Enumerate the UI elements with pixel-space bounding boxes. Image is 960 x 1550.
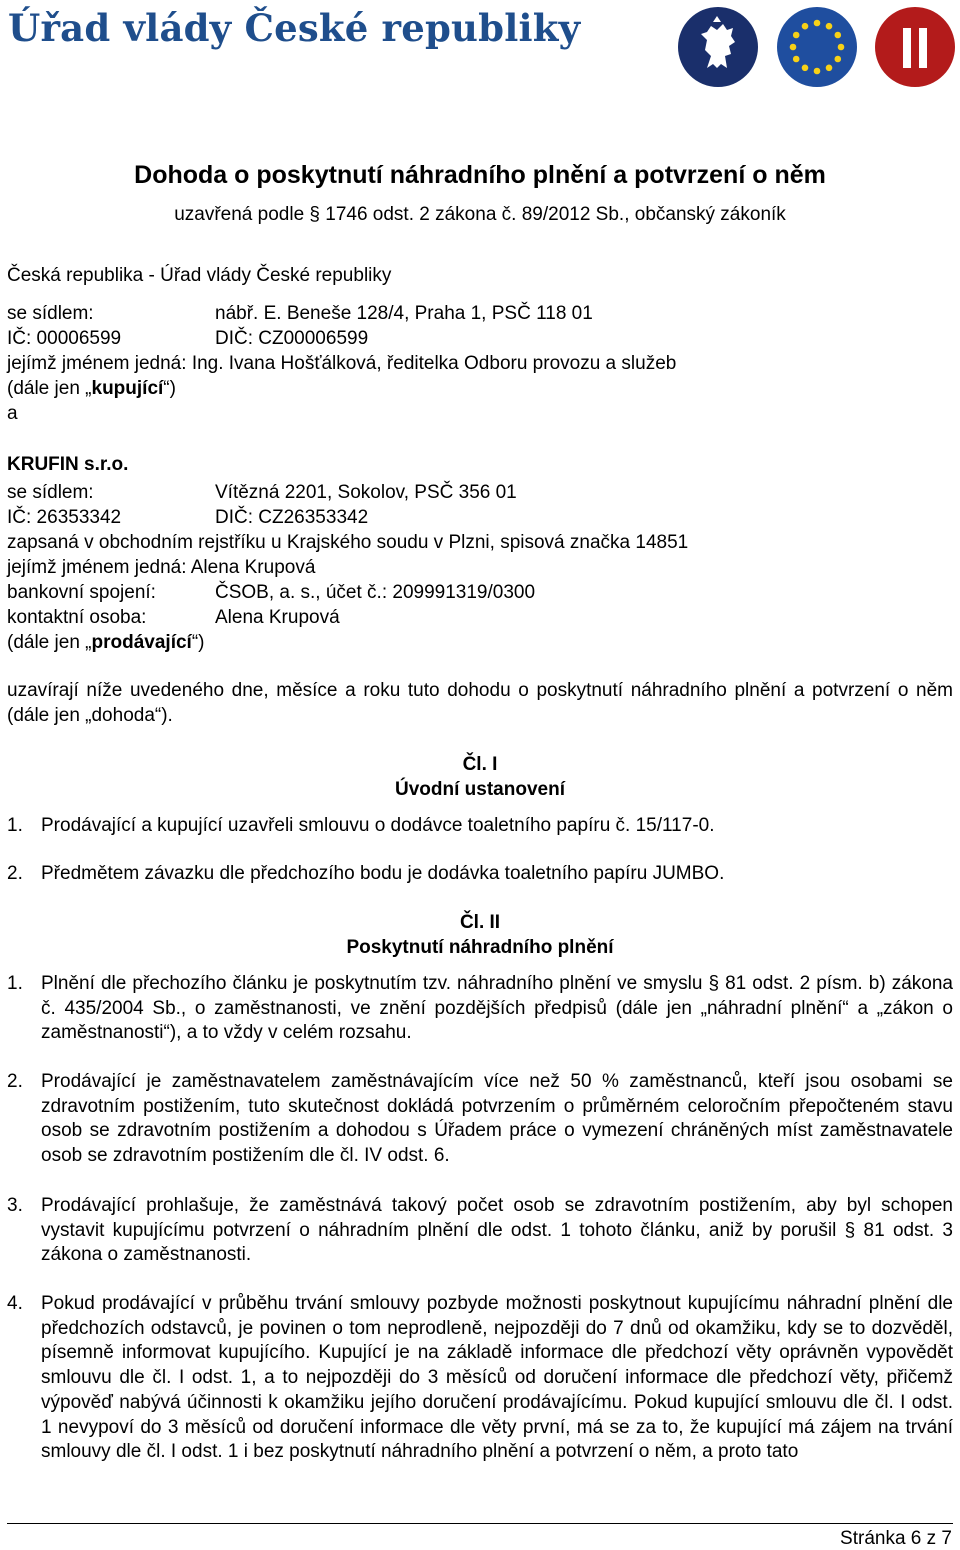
document-title: Dohoda o poskytnutí náhradního plnění a potvrzení o něm — [134, 161, 826, 189]
party2-rep: jejímž jménem jedná: Alena Krupová — [7, 557, 316, 578]
party2-contact-label: kontaktní osoba: — [7, 607, 147, 628]
article1-item — [7, 814, 953, 839]
article1-number: Čl. I — [462, 754, 498, 775]
party2-ids — [7, 506, 368, 530]
item-text: Pokud prodávající v průběhu trvání smlouvy pozbyde možnosti poskytnout kupujícímu náhradní plnění dle předchozích odstavců, je povinen o tom neprodleně, nejpozději do 7 dnů od okamžiku, kdy se to dozvěděl, písemně informovat kupujícího. Kupující je na základě informace dle předchozí věty oprávněn vypovědět smlouvu dle čl. I odst. 1, a to nejpozději do 3 měsíců od doručení informace dle předchozí věty, přičemž výpověď nabývá účinnosti k okamžiku jejího doručení prodávajícímu. Pokud kupující smlouvu dle čl. I odst. 1 nevypoví do 3 měsíců od doručení informace dle věty první, má se za to, že kupující má zájem na trvání smlouvy dle čl. I odst. 1 i bez poskytnutí náhradního plnění a potvrzení o něm, a proto tato — [41, 1293, 953, 1463]
document-subtitle: uzavřená podle § 1746 odst. 2 zákona č. 89/2012 Sb., občanský zákoník — [174, 204, 786, 225]
czech-lion-emblem-icon — [677, 6, 759, 88]
party1-rep — [7, 352, 676, 376]
alias-prefix: (dále jen „ — [7, 378, 92, 399]
intro-text: uzavírají níže uvedeného dne, měsíce a roku tuto dohodu o poskytnutí náhradního plnění a potvrzení o něm (dále jen „dohoda“). — [7, 680, 953, 726]
article2-item — [7, 1070, 953, 1169]
party1-ic: IČ: 00006599 — [7, 328, 122, 349]
item-text: Prodávající je zaměstnavatelem zaměstnávajícím více než 50 % zaměstnanců, kteří jsou osobami se zdravotním postižením, tuto skutečnost dokládá potvrzením o průměrném celoročním přepočteném stavu osob se zdravotním postižením a dohodou s Úřadem práce o vymezení chráněných míst zaměstnavatele osob se zdravotním postižením dle čl. IV odst. 6. — [41, 1071, 953, 1167]
page-number: Stránka 6 z 7 — [840, 1528, 952, 1549]
party2-contact — [7, 606, 340, 630]
party1-rep-label: jejímž jménem jedná: — [7, 353, 187, 374]
article1-heading: Úvodní ustanovení — [395, 779, 565, 800]
article2-item — [7, 1194, 953, 1268]
party1-name: Česká republika - Úřad vlády České republiky — [7, 265, 392, 286]
footer-rule — [7, 1523, 953, 1524]
item-number: 2. — [7, 863, 23, 884]
party2-seat-value: Vítězná 2201, Sokolov, PSČ 356 01 — [215, 482, 517, 503]
party1-seat-value: nábř. E. Beneše 128/4, Praha 1, PSČ 118 01 — [215, 303, 593, 324]
article2-item — [7, 1292, 953, 1492]
party2-contact-value: Alena Krupová — [215, 607, 340, 628]
item-number: 4. — [7, 1293, 23, 1314]
party1-dic: DIČ: CZ00006599 — [215, 328, 369, 349]
party2-bank — [7, 581, 535, 605]
item-number: 1. — [7, 815, 23, 836]
item-number: 1. — [7, 973, 23, 994]
item-number: 2. — [7, 1071, 23, 1092]
alias-prefix: (dále jen „ — [7, 632, 92, 653]
party2-bank-value: ČSOB, a. s., účet č.: 209991319/0300 — [215, 582, 536, 603]
item-text: Prodávající a kupující uzavřeli smlouvu o dodávce toaletního papíru č. 15/117-0. — [41, 815, 715, 836]
conjunction-and: a — [7, 403, 18, 424]
intro-paragraph — [7, 679, 953, 728]
party1-ids — [7, 327, 368, 351]
alias-suffix: “) — [191, 632, 205, 653]
party2-dic: DIČ: CZ26353342 — [215, 507, 369, 528]
article1-item — [7, 862, 953, 887]
party1-seat — [7, 302, 593, 326]
item-text: Plnění dle přechozího článku je poskytnutím tzv. náhradního plnění ve smyslu § 81 odst. 2 písm. b) zákona č. 435/2004 Sb., o zaměstnanosti, ve znění pozdějších předpisů (dále jen „náhradní plnění“ a „zákon o zaměstnanosti“), a to vždy v celém rozsahu. — [41, 973, 953, 1044]
item-number: 3. — [7, 1195, 23, 1216]
party2-registry: zapsaná v obchodním rejstříku u Krajského soudu v Plzni, spisová značka 14851 — [7, 532, 689, 553]
party2-name: KRUFIN s.r.o. — [7, 454, 129, 475]
party1-seat-label: se sídlem: — [7, 303, 94, 324]
party2-seat — [7, 481, 517, 505]
item-text: Prodávající prohlašuje, že zaměstnává takový počet osob se zdravotním postižením, aby byl schopen vystavit kupujícímu potvrzení o náhradním plnění dle odst. 1 tohoto článku, aniž by porušil § 81 odst. 3 zákona o zaměstnanosti. — [41, 1195, 953, 1266]
article2-heading: Poskytnutí náhradního plnění — [346, 937, 614, 958]
party2-alias — [7, 631, 204, 655]
alias-kupujici: kupující — [91, 378, 164, 399]
party2-ic: IČ: 26353342 — [7, 507, 122, 528]
article2-item — [7, 972, 953, 1046]
header-title: Úřad vlády České republiky — [8, 6, 581, 50]
item-text: Předmětem závazku dle předchozího bodu je dodávka toaletního papíru JUMBO. — [41, 863, 725, 884]
alias-suffix: “) — [163, 378, 176, 399]
party1-alias — [7, 377, 176, 401]
ii-emblem-icon — [874, 6, 956, 88]
article2-number: Čl. II — [459, 912, 501, 933]
alias-prodavajici: prodávající — [91, 632, 192, 653]
party2-seat-label: se sídlem: — [7, 482, 94, 503]
party1-rep-value: Ing. Ivana Hošťálková, ředitelka Odboru provozu a služeb — [191, 353, 677, 374]
eu-stars-emblem-icon — [776, 6, 858, 88]
party2-bank-label: bankovní spojení: — [7, 582, 156, 603]
